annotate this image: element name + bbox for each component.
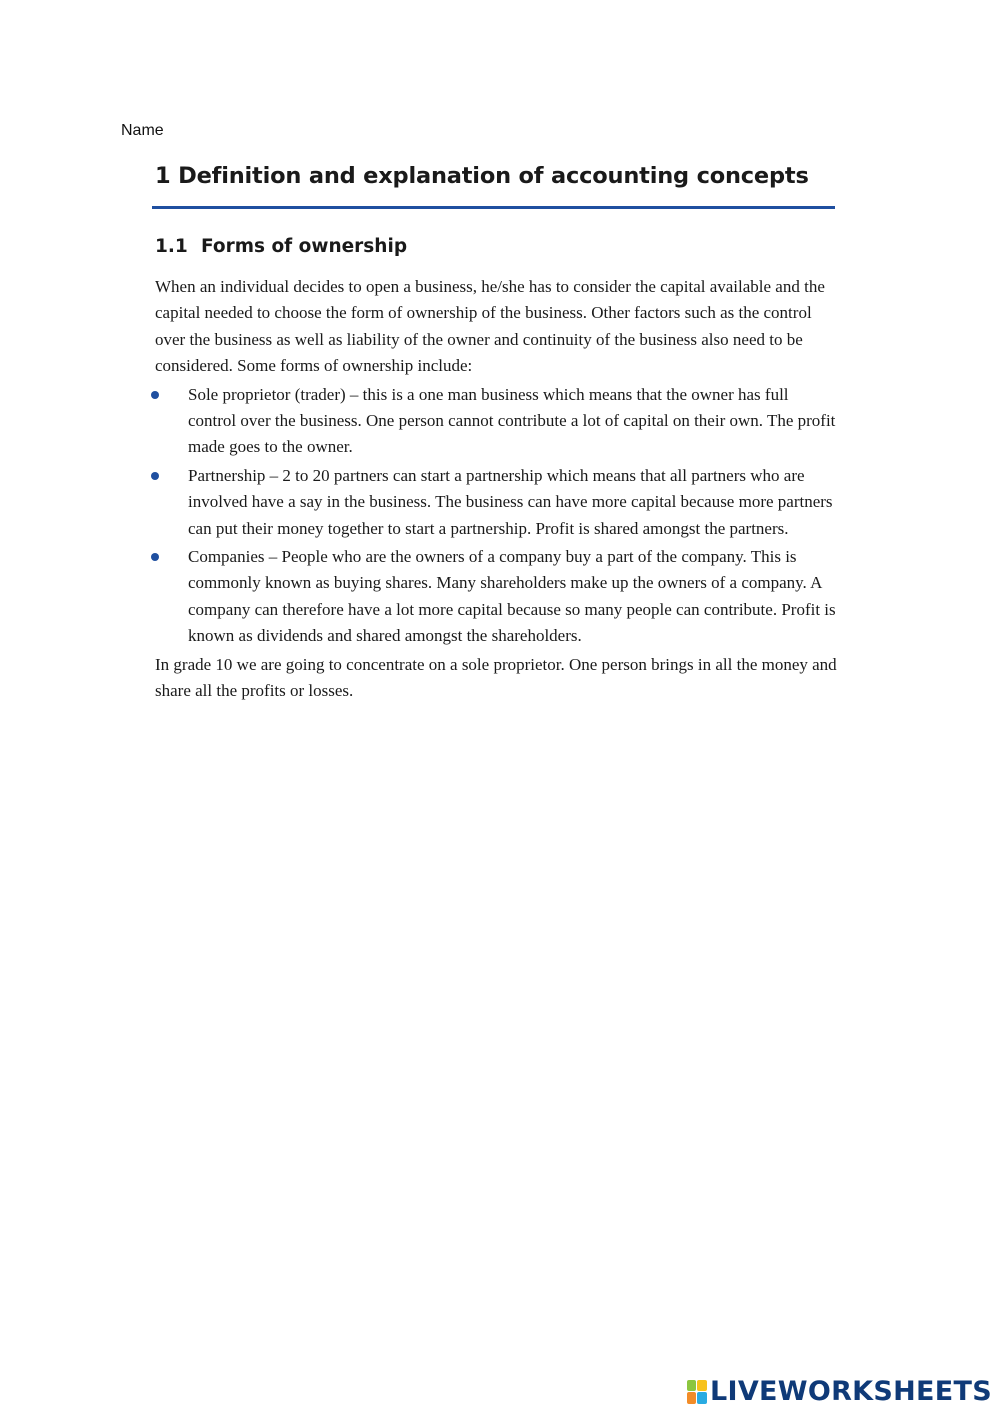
section-title [155, 236, 407, 257]
section-number: 1.1 [155, 236, 188, 257]
list-item-sole-proprietor [155, 382, 840, 461]
logo-square-orange [687, 1392, 697, 1404]
logo-text: LIVEWORKSHEETS [709, 1376, 992, 1407]
chapter-title: 1 Definition and explanation of accounting concepts [155, 163, 809, 189]
list-item-text: Sole proprietor (trader) – this is a one man business which means that the owner has full control over the business. One person cannot contribute a lot of capital on their own. The profit made goes to the owner. [188, 384, 836, 457]
liveworksheets-logo [687, 1376, 992, 1407]
section-title-text: Forms of ownership [201, 236, 408, 257]
list-item-partnership [155, 463, 840, 542]
intro-paragraph: When an individual decides to open a business, he/she has to consider the capital available and the capital needed to choose the form of ownership of the business. Other factors such as the control over the business as well as liability of the owner and continuity of the business also need to be considered. Some forms of ownership include: [155, 277, 825, 376]
title-underline [152, 206, 835, 209]
list-item-text: Partnership – 2 to 20 partners can start a partnership which means that all partners who are involved have a say in the business. The business can have more capital because more partners can put their money together to start a partnership. Profit is shared amongst the partners. [188, 465, 833, 538]
logo-square-green [687, 1380, 697, 1392]
liveworksheets-logo-icon [687, 1380, 707, 1404]
bullet-icon [151, 472, 159, 480]
body-text [155, 274, 840, 705]
logo-square-yellow [697, 1380, 707, 1392]
list-item-text: Companies – People who are the owners of a company buy a part of the company. This is commonly known as buying shares. Many shareholders make up the owners of a company. A company can therefore have a lot more capital because so many people can contribute. Profit is known as dividends and shared amongst the shareholders. [188, 547, 836, 646]
bullet-icon [151, 391, 159, 399]
ownership-list [155, 382, 840, 650]
name-label: Name [121, 122, 164, 139]
logo-square-cyan [697, 1392, 707, 1404]
closing-paragraph: In grade 10 we are going to concentrate on a sole proprietor. One person brings in all the money and share all the profits or losses. [155, 654, 837, 701]
list-item-companies [155, 544, 840, 650]
bullet-icon [151, 553, 159, 561]
